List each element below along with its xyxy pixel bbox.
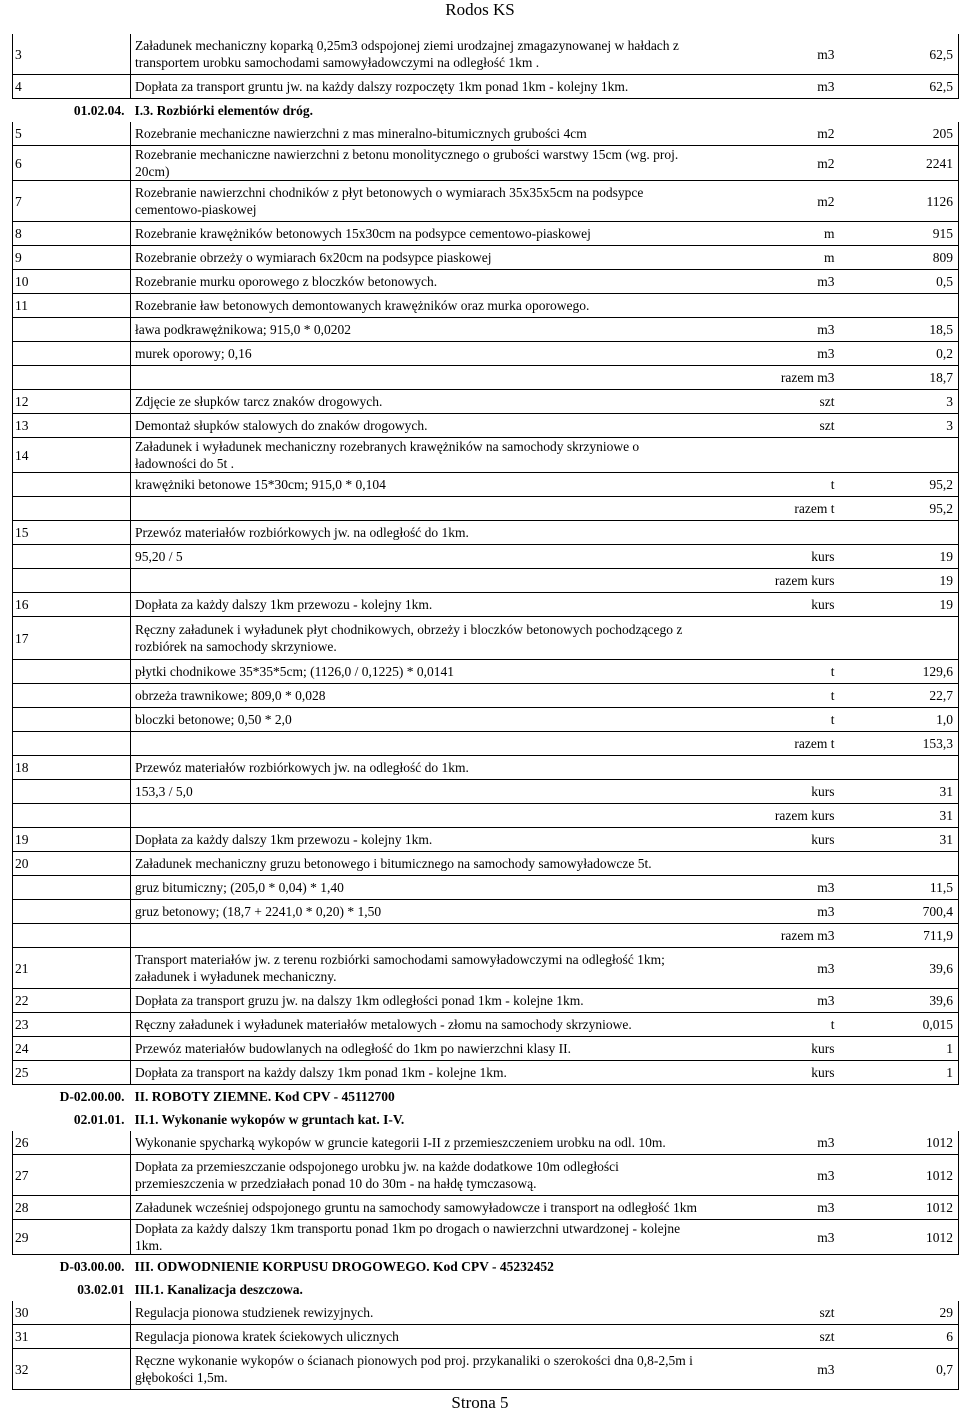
item-number: [13, 318, 131, 342]
item-number: 7: [13, 181, 131, 222]
table-row: [13, 473, 959, 497]
section-title: II.1. Wykonanie wykopów w gruntach kat. I-V.: [134, 1112, 405, 1127]
table-row: [13, 122, 959, 146]
table-row: [13, 756, 959, 780]
item-description: Transport materiałów jw. z terenu rozbiórki samochodami samowyładowczymi na odległość 1km; załadunek i wyładunek mechaniczny.: [131, 948, 701, 989]
item-unit: [701, 617, 839, 660]
table-row: [13, 318, 959, 342]
empty-cell: [701, 99, 839, 123]
item-unit: razem m3: [701, 366, 839, 390]
item-quantity: 39,6: [839, 989, 959, 1013]
table-row: [13, 852, 959, 876]
item-unit: kurs: [701, 1061, 839, 1085]
table-row: [13, 222, 959, 246]
item-unit: m2: [701, 181, 839, 222]
item-description: murek oporowy; 0,16: [131, 342, 701, 366]
item-quantity: 915: [839, 222, 959, 246]
item-quantity: 0,5: [839, 270, 959, 294]
item-number: 11: [13, 294, 131, 318]
item-description: Dopłata za każdy dalszy 1km transportu ponad 1km po drogach o nawierzchni utwardzonej - kolejne 1km.: [131, 1220, 701, 1255]
item-description: obrzeża trawnikowe; 809,0 * 0,028: [131, 684, 701, 708]
section-code: 03.02.01: [77, 1282, 125, 1297]
item-unit: m2: [701, 146, 839, 181]
table-row: [13, 75, 959, 99]
item-number: 10: [13, 270, 131, 294]
item-unit: razem kurs: [701, 804, 839, 828]
section-row: [13, 99, 959, 123]
item-description: Załadunek mechaniczny gruzu betonowego i bitumicznego na samochody samowyładowcze 5t.: [131, 852, 701, 876]
item-description: gruz betonowy; (18,7 + 2241,0 * 0,20) * 1,50: [131, 900, 701, 924]
item-quantity: 3: [839, 390, 959, 414]
table-row: [13, 900, 959, 924]
item-unit: m2: [701, 122, 839, 146]
table-row: [13, 684, 959, 708]
item-unit: [701, 756, 839, 780]
item-unit: m3: [701, 1196, 839, 1220]
table-row: [13, 545, 959, 569]
item-number: 12: [13, 390, 131, 414]
item-quantity: 1012: [839, 1196, 959, 1220]
item-description: Dopłata za transport gruzu jw. na dalszy 1km odległości ponad 1km - kolejne 1km.: [131, 989, 701, 1013]
item-quantity: 0,2: [839, 342, 959, 366]
item-unit: razem kurs: [701, 569, 839, 593]
table-row: [13, 1013, 959, 1037]
item-number: 8: [13, 222, 131, 246]
item-quantity: 18,5: [839, 318, 959, 342]
section-row: [13, 1085, 959, 1109]
item-quantity: 1126: [839, 181, 959, 222]
item-description: 153,3 / 5,0: [131, 780, 701, 804]
item-description: Rozebranie obrzeży o wymiarach 6x20cm na podsypce piaskowej: [131, 246, 701, 270]
section-title: III. ODWODNIENIE KORPUSU DROGOWEGO. Kod CPV - 45232452: [134, 1259, 554, 1274]
item-description: krawężniki betonowe 15*30cm; 915,0 * 0,104: [131, 473, 701, 497]
item-quantity: 1012: [839, 1131, 959, 1155]
item-quantity: 29: [839, 1301, 959, 1325]
item-description: Dopłata za transport gruntu jw. na każdy dalszy rozpoczęty 1km ponad 1km - kolejny 1km.: [131, 75, 701, 99]
item-quantity: 22,7: [839, 684, 959, 708]
table-row: [13, 1061, 959, 1085]
table-row: [13, 876, 959, 900]
item-description: Rozebranie mechaniczne nawierzchni z mas mineralno-bitumicznych grubości 4cm: [131, 122, 701, 146]
item-quantity: 205: [839, 122, 959, 146]
item-unit: m3: [701, 948, 839, 989]
table-row: [13, 569, 959, 593]
item-number: 9: [13, 246, 131, 270]
item-unit: szt: [701, 390, 839, 414]
item-number: [13, 473, 131, 497]
item-number: 19: [13, 828, 131, 852]
item-quantity: 1: [839, 1061, 959, 1085]
item-number: [13, 708, 131, 732]
table-row: [13, 246, 959, 270]
item-unit: kurs: [701, 545, 839, 569]
table-row: [13, 390, 959, 414]
item-unit: t: [701, 473, 839, 497]
item-number: 21: [13, 948, 131, 989]
item-description: [131, 924, 701, 948]
item-description: Dopłata za każdy dalszy 1km przewozu - kolejny 1km.: [131, 593, 701, 617]
item-description: [131, 569, 701, 593]
item-unit: t: [701, 1013, 839, 1037]
table-row: [13, 1349, 959, 1390]
item-description: Zdjęcie ze słupków tarcz znaków drogowych.: [131, 390, 701, 414]
item-unit: m3: [701, 1349, 839, 1390]
section-row: [13, 1108, 959, 1131]
item-description: Rozebranie nawierzchni chodników z płyt betonowych o wymiarach 35x35x5cm na podsypce cementowo-piaskowej: [131, 181, 701, 222]
item-description: Ręczne wykonanie wykopów o ścianach pionowych pod proj. przykanaliki o szerokości dna 0,8-2,5m i głębokości 1,5m.: [131, 1349, 701, 1390]
item-number: 6: [13, 146, 131, 181]
item-number: [13, 804, 131, 828]
item-number: 4: [13, 75, 131, 99]
item-unit: m3: [701, 318, 839, 342]
item-number: 15: [13, 521, 131, 545]
item-description: Regulacja pionowa studzienek rewizyjnych.: [131, 1301, 701, 1325]
section-row: [13, 1255, 959, 1279]
item-unit: kurs: [701, 1037, 839, 1061]
item-number: [13, 342, 131, 366]
item-number: [13, 497, 131, 521]
item-quantity: 18,7: [839, 366, 959, 390]
item-number: 25: [13, 1061, 131, 1085]
item-description: Dopłata za transport na każdy dalszy 1km ponad 1km - kolejne 1km.: [131, 1061, 701, 1085]
table-row: [13, 521, 959, 545]
section-title: II. ROBOTY ZIEMNE. Kod CPV - 45112700: [134, 1089, 395, 1104]
item-description: Rozebranie ław betonowych demontowanych krawężników oraz murka oporowego.: [131, 294, 701, 318]
section-row: [13, 1278, 959, 1301]
item-quantity: 95,2: [839, 473, 959, 497]
item-quantity: [839, 852, 959, 876]
item-quantity: 39,6: [839, 948, 959, 989]
item-unit: [701, 852, 839, 876]
item-number: 23: [13, 1013, 131, 1037]
item-unit: t: [701, 708, 839, 732]
item-unit: szt: [701, 414, 839, 438]
item-description: [131, 497, 701, 521]
item-unit: m3: [701, 876, 839, 900]
empty-cell: [701, 1108, 839, 1131]
item-quantity: 62,5: [839, 75, 959, 99]
item-number: 17: [13, 617, 131, 660]
item-unit: m3: [701, 1131, 839, 1155]
item-number: [13, 545, 131, 569]
item-description: płytki chodnikowe 35*35*5cm; (1126,0 / 0,1225) * 0,0141: [131, 660, 701, 684]
item-number: [13, 684, 131, 708]
section-title: III.1. Kanalizacja deszczowa.: [134, 1282, 303, 1297]
item-description: [131, 732, 701, 756]
item-number: 24: [13, 1037, 131, 1061]
item-description: gruz bitumiczny; (205,0 * 0,04) * 1,40: [131, 876, 701, 900]
empty-cell: [701, 1278, 839, 1301]
item-description: Załadunek wcześniej odspojonego gruntu na samochody samowyładowcze i transport na odległość 1km: [131, 1196, 701, 1220]
item-unit: m3: [701, 1220, 839, 1255]
item-number: 5: [13, 122, 131, 146]
table-row: [13, 593, 959, 617]
section-code: 01.02.04.: [73, 103, 125, 118]
section-code: 02.01.01.: [73, 1112, 125, 1127]
item-quantity: 0,015: [839, 1013, 959, 1037]
table-row: [13, 732, 959, 756]
item-number: 32: [13, 1349, 131, 1390]
item-unit: m3: [701, 989, 839, 1013]
item-number: [13, 660, 131, 684]
item-quantity: 711,9: [839, 924, 959, 948]
section-title: I.3. Rozbiórki elementów dróg.: [134, 103, 313, 118]
item-number: 31: [13, 1325, 131, 1349]
item-quantity: 31: [839, 780, 959, 804]
item-number: 26: [13, 1131, 131, 1155]
empty-cell: [839, 1255, 959, 1279]
table-row: [13, 1220, 959, 1255]
item-quantity: 95,2: [839, 497, 959, 521]
table-row: [13, 948, 959, 989]
table-row: [13, 1196, 959, 1220]
item-unit: szt: [701, 1325, 839, 1349]
item-quantity: 809: [839, 246, 959, 270]
item-description: Regulacja pionowa kratek ściekowych ulicznych: [131, 1325, 701, 1349]
table-row: [13, 1301, 959, 1325]
empty-cell: [701, 1085, 839, 1109]
item-unit: [701, 521, 839, 545]
section-code: D-02.00.00.: [59, 1089, 125, 1104]
item-description: 95,20 / 5: [131, 545, 701, 569]
item-quantity: 153,3: [839, 732, 959, 756]
table-row: [13, 617, 959, 660]
bill-of-quantities-table: [12, 34, 959, 1390]
empty-cell: [701, 1255, 839, 1279]
empty-cell: [839, 99, 959, 123]
item-number: 20: [13, 852, 131, 876]
table-row: [13, 660, 959, 684]
item-description: ława podkrawężnikowa; 915,0 * 0,0202: [131, 318, 701, 342]
section-code: D-03.00.00.: [59, 1259, 125, 1274]
table-row: [13, 146, 959, 181]
table-row: [13, 1037, 959, 1061]
table-row: [13, 1155, 959, 1196]
item-number: 28: [13, 1196, 131, 1220]
item-quantity: [839, 438, 959, 473]
item-unit: m3: [701, 34, 839, 75]
item-unit: [701, 438, 839, 473]
table-row: [13, 270, 959, 294]
item-unit: m3: [701, 270, 839, 294]
item-unit: razem m3: [701, 924, 839, 948]
item-quantity: 31: [839, 828, 959, 852]
item-quantity: 3: [839, 414, 959, 438]
item-description: Ręczny załadunek i wyładunek materiałów metalowych - złomu na samochody skrzyniowe.: [131, 1013, 701, 1037]
item-quantity: [839, 294, 959, 318]
item-quantity: 6: [839, 1325, 959, 1349]
item-unit: m: [701, 222, 839, 246]
item-unit: szt: [701, 1301, 839, 1325]
item-number: 3: [13, 34, 131, 75]
item-quantity: 1: [839, 1037, 959, 1061]
item-unit: m: [701, 246, 839, 270]
empty-cell: [839, 1108, 959, 1131]
item-unit: m3: [701, 900, 839, 924]
item-number: [13, 732, 131, 756]
item-description: Załadunek mechaniczny koparką 0,25m3 odspojonej ziemi urodzajnej zmagazynowanej w hałdach z transportem urobku samochodami samowyładowczymi na odległość 1km .: [131, 34, 701, 75]
item-unit: kurs: [701, 593, 839, 617]
item-quantity: 129,6: [839, 660, 959, 684]
item-unit: razem t: [701, 497, 839, 521]
item-unit: [701, 294, 839, 318]
item-description: Dopłata za przemieszczanie odspojonego urobku jw. na każde dodatkowe 10m odległości przemieszczenia w przedziałach ponad 10 do 30m - na hałdę tymczasową.: [131, 1155, 701, 1196]
table-row: [13, 1325, 959, 1349]
item-quantity: 31: [839, 804, 959, 828]
empty-cell: [839, 1085, 959, 1109]
table-row: [13, 989, 959, 1013]
item-number: [13, 569, 131, 593]
table-row: [13, 497, 959, 521]
item-description: Przewóz materiałów rozbiórkowych jw. na odległość do 1km.: [131, 756, 701, 780]
item-description: bloczki betonowe; 0,50 * 2,0: [131, 708, 701, 732]
item-description: Ręczny załadunek i wyładunek płyt chodnikowych, obrzeży i bloczków betonowych pochodzącego z rozbiórek na samochody skrzyniowe.: [131, 617, 701, 660]
item-description: Dopłata za każdy dalszy 1km przewozu - kolejny 1km.: [131, 828, 701, 852]
table-row: [13, 708, 959, 732]
item-unit: kurs: [701, 828, 839, 852]
item-description: Wykonanie spycharką wykopów w gruncie kategorii I-II z przemieszczeniem urobku na odl. 10m.: [131, 1131, 701, 1155]
item-description: [131, 366, 701, 390]
item-quantity: [839, 521, 959, 545]
table-row: [13, 804, 959, 828]
item-description: Przewóz materiałów budowlanych na odległość do 1km po nawierzchni klasy II.: [131, 1037, 701, 1061]
item-number: 27: [13, 1155, 131, 1196]
item-quantity: 1012: [839, 1220, 959, 1255]
item-quantity: 19: [839, 545, 959, 569]
item-quantity: 700,4: [839, 900, 959, 924]
item-quantity: 11,5: [839, 876, 959, 900]
item-number: [13, 780, 131, 804]
item-unit: t: [701, 660, 839, 684]
item-number: [13, 924, 131, 948]
item-quantity: 0,7: [839, 1349, 959, 1390]
table-row: [13, 924, 959, 948]
item-quantity: 19: [839, 593, 959, 617]
item-number: [13, 876, 131, 900]
table-row: [13, 438, 959, 473]
item-unit: t: [701, 684, 839, 708]
item-description: Rozebranie murku oporowego z bloczków betonowych.: [131, 270, 701, 294]
item-number: [13, 366, 131, 390]
item-quantity: [839, 617, 959, 660]
table-row: [13, 414, 959, 438]
item-quantity: 1012: [839, 1155, 959, 1196]
item-quantity: [839, 756, 959, 780]
item-description: Rozebranie mechaniczne nawierzchni z betonu monolitycznego o grubości warstwy 15cm (wg. proj. 20cm): [131, 146, 701, 181]
table-row: [13, 1131, 959, 1155]
item-unit: m3: [701, 75, 839, 99]
table-row: [13, 780, 959, 804]
item-quantity: 19: [839, 569, 959, 593]
table-row: [13, 342, 959, 366]
table-row: [13, 294, 959, 318]
item-description: Załadunek i wyładunek mechaniczny rozebranych krawężników na samochody skrzyniowe o ładowności do 5t .: [131, 438, 701, 473]
item-number: 16: [13, 593, 131, 617]
item-number: 14: [13, 438, 131, 473]
item-quantity: 62,5: [839, 34, 959, 75]
item-unit: m3: [701, 342, 839, 366]
table-row: [13, 34, 959, 75]
empty-cell: [839, 1278, 959, 1301]
item-number: 30: [13, 1301, 131, 1325]
page-footer: Strona 5: [451, 1393, 509, 1412]
item-description: Rozebranie krawężników betonowych 15x30cm na podsypce cementowo-piaskowej: [131, 222, 701, 246]
item-description: Demontaż słupków stalowych do znaków drogowych.: [131, 414, 701, 438]
table-row: [13, 366, 959, 390]
item-quantity: 1,0: [839, 708, 959, 732]
item-unit: razem t: [701, 732, 839, 756]
item-number: 13: [13, 414, 131, 438]
item-description: Przewóz materiałów rozbiórkowych jw. na odległość do 1km.: [131, 521, 701, 545]
item-unit: kurs: [701, 780, 839, 804]
item-number: [13, 900, 131, 924]
item-description: [131, 804, 701, 828]
item-number: 18: [13, 756, 131, 780]
table-row: [13, 828, 959, 852]
item-number: 29: [13, 1220, 131, 1255]
item-quantity: 2241: [839, 146, 959, 181]
item-unit: m3: [701, 1155, 839, 1196]
table-row: [13, 181, 959, 222]
page-header: Rodos KS: [445, 0, 515, 19]
item-number: 22: [13, 989, 131, 1013]
